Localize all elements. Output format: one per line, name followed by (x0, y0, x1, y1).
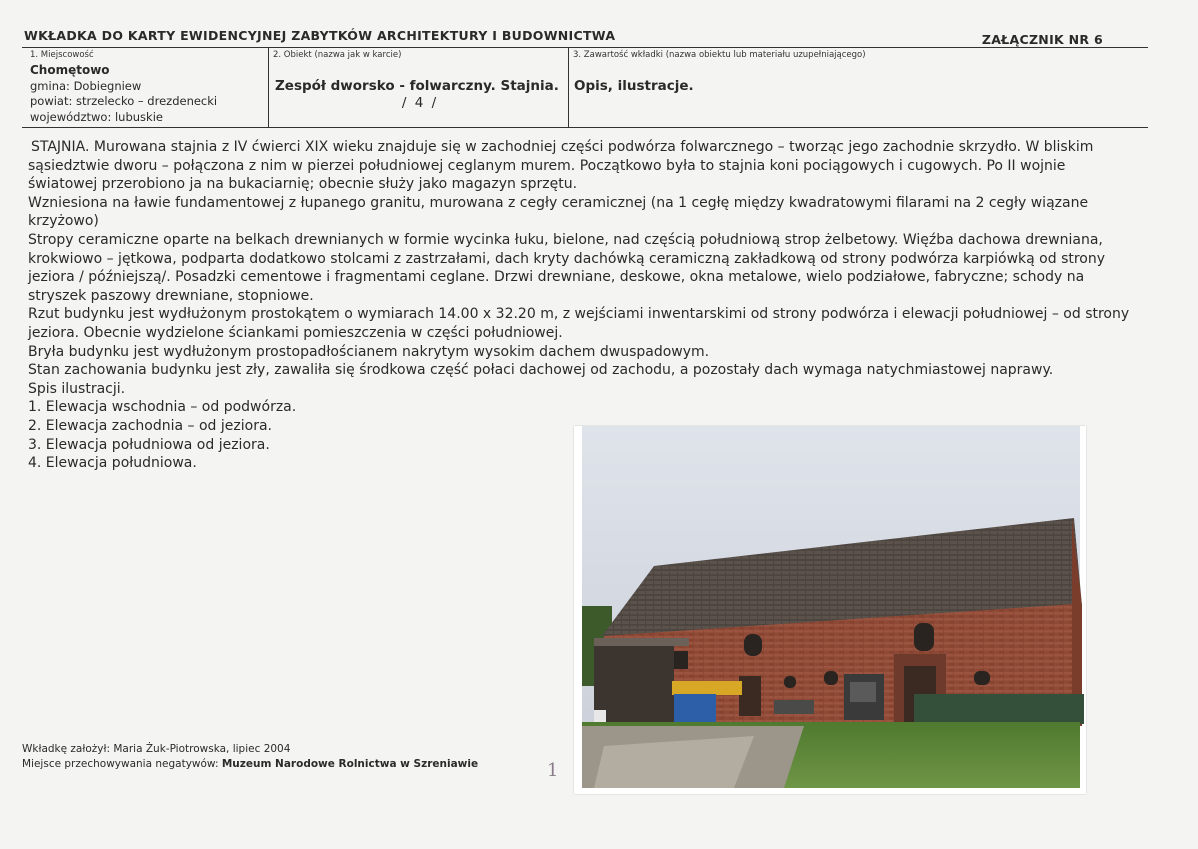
paragraph-2: Wzniesiona na ławie fundamentowej z łupanego granitu, murowana z cegły ceramicznej (na 1 cegłę między kwadratowymi filarami na 2 cegły wiązane krzyżowo) (28, 194, 1089, 230)
paragraph-6: Stan zachowania budynku jest zły, zawaliła się środkowa część połaci dachowej od zachodu, a pozostały dach wymaga natychmiastowej naprawy. (28, 362, 1054, 379)
wojewodztwo: województwo: lubuskie (30, 109, 163, 124)
paragraph-3: Stropy ceramiczne oparte na belkach drewnianych w formie wycinka łuku, bielone, nad częścią południową strop żelbetowy. Więźba dachowa drewniana, krokwiowo – jętkowa, podparta dodatkowo stolcami z zastrzałami, dach kryty dachówką ceramiczną zakładkową od strony podwórza karpiówką od strony jeziora / późniejszą/. Posadzki cementowe i fragmentami ceglane. Drzwi drewniane, deskowe, okna metalowe, wielo podziałowe, fabryczne; schody na stryszek paszowy drewniane, stopniowe. (28, 231, 1106, 304)
storage-label: Miejsce przechowywania negatywów: (22, 758, 222, 770)
table-bottom-border (22, 127, 1148, 128)
locality-block (30, 63, 217, 125)
paragraph-1: STAJNIA. Murowana stajnia z IV ćwierci XIX wieku znajduje się w zachodniej części podwórza folwarcznego – tworząc jego zachodnie skrzydło. W bliskim sąsiedztwie dworu – połączona z nim w pierzei południowej ceglanym murem. Początkowo była to stajnia koni pociągowych i cugowych. Po II wojnie światowej przerobiono ja na bukaciarnię; obecnie służy jako magazyn sprzętu. (28, 139, 1094, 193)
storage-value: Muzeum Narodowe Rolnictwa w Szreniawie (221, 758, 479, 770)
cell-object-label: 2. Obiekt (nazwa jak w karcie) (273, 50, 402, 60)
stable-photo-image (574, 426, 1086, 794)
cell-locality-label: 1. Miejscowość (30, 50, 94, 60)
annex-number: ZAŁĄCZNIK NR 6 (981, 32, 1103, 47)
list-title: Spis ilustracji. (28, 380, 126, 397)
column-divider-2 (568, 47, 569, 127)
description-text (28, 138, 1138, 473)
list-item: 3. Elewacja południowa od jeziora. (28, 436, 270, 453)
locality-name: Chomętowo (30, 63, 110, 77)
table-top-border (22, 47, 1148, 48)
object-block (275, 78, 565, 112)
paragraph-5: Bryła budynku jest wydłużonym prostopadłościanem nakrytym wysokim dachem dwuspadowym. (28, 343, 710, 360)
paragraph-4: Rzut budynku jest wydłużonym prostokątem o wymiarach 14.00 x 32.20 m, z wejściami inwentarskimi od strony podwórza i elewacji południowej – od strony jeziora. Obecnie wydzielone ściankami pomieszczenia w części południowej. (28, 306, 1130, 341)
powiat: powiat: strzelecko – drezdenecki (30, 94, 218, 108)
insert-content: Opis, ilustracje. (574, 78, 694, 94)
column-divider-1 (268, 47, 269, 127)
object-name: Zespół dworsko - folwarczny. Stajnia. (275, 78, 559, 94)
stable-photo (574, 426, 1086, 794)
list-item: 1. Elewacja wschodnia – od podwórza. (28, 399, 297, 416)
document-title: WKŁADKA DO KARTY EWIDENCYJNEJ ZABYTKÓW ARCHITEKTURY I BUDOWNICTWA (24, 28, 616, 43)
object-number: / 4 / (401, 95, 439, 111)
handwritten-number: 1 (547, 760, 559, 781)
gmina: gmina: Dobiegniew (30, 78, 142, 93)
list-item: 2. Elewacja zachodnia – od jeziora. (28, 417, 272, 434)
list-item: 4. Elewacja południowa. (28, 455, 197, 472)
cell-content-label: 3. Zawartość wkładki (nazwa obiektu lub materiału uzupełniającego) (573, 50, 866, 60)
storage-info (22, 758, 478, 770)
author-info: Wkładkę założył: Maria Żuk-Piotrowska, lipiec 2004 (22, 743, 291, 755)
